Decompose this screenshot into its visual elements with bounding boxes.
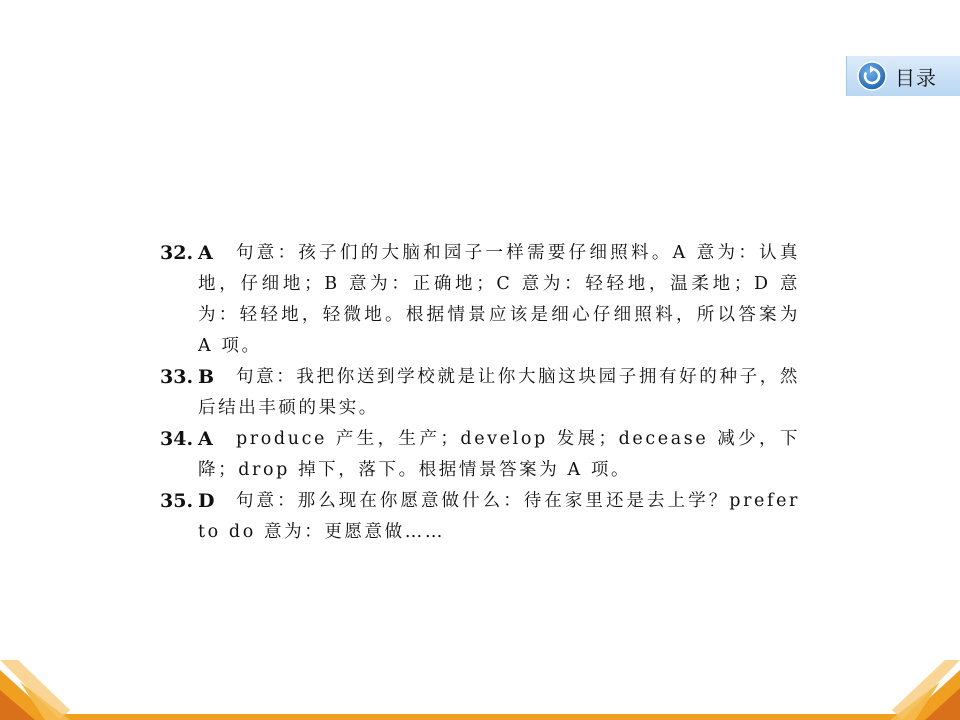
answer-item-35 — [160, 486, 800, 548]
question-number: 32. — [160, 242, 194, 264]
corner-decoration-right — [850, 660, 960, 720]
answer-item-34 — [160, 424, 800, 486]
toc-label: 目录 — [895, 65, 937, 90]
toc-button[interactable] — [846, 56, 960, 96]
explanation-text: 句意：那么现在你愿意做什么：待在家里还是去上学？prefer to do 意为：更愿意做…… — [198, 491, 800, 542]
explanation-text: 句意：孩子们的大脑和园子一样需要仔细照料。A 意为：认真地，仔细地；B 意为：正确地；C 意为：轻轻地，温柔地；D 意为：轻轻地，轻微地。根据情景应该是细心仔细照料，所以答案为 A 项。 — [198, 243, 800, 356]
footer-bar — [0, 710, 960, 720]
question-number: 35. — [160, 490, 194, 512]
refresh-circle-icon — [857, 61, 887, 91]
answer-item-32 — [160, 238, 800, 362]
question-number: 33. — [160, 366, 194, 388]
corner-decoration-left — [0, 660, 120, 720]
answer-letter: A — [198, 242, 213, 264]
explanation-text: produce 产生，生产；develop 发展；decease 减少，下降；drop 掉下，落下。根据情景答案为 A 项。 — [198, 429, 800, 480]
answer-letter: D — [198, 490, 215, 512]
explanation-text: 句意：我把你送到学校就是让你大脑这块园子拥有好的种子，然后结出丰硕的果实。 — [198, 367, 800, 418]
question-number: 34. — [160, 428, 194, 450]
answer-item-33 — [160, 362, 800, 424]
answer-letter: A — [198, 428, 213, 450]
answer-letter: B — [198, 366, 215, 388]
answer-explanations — [160, 238, 800, 548]
